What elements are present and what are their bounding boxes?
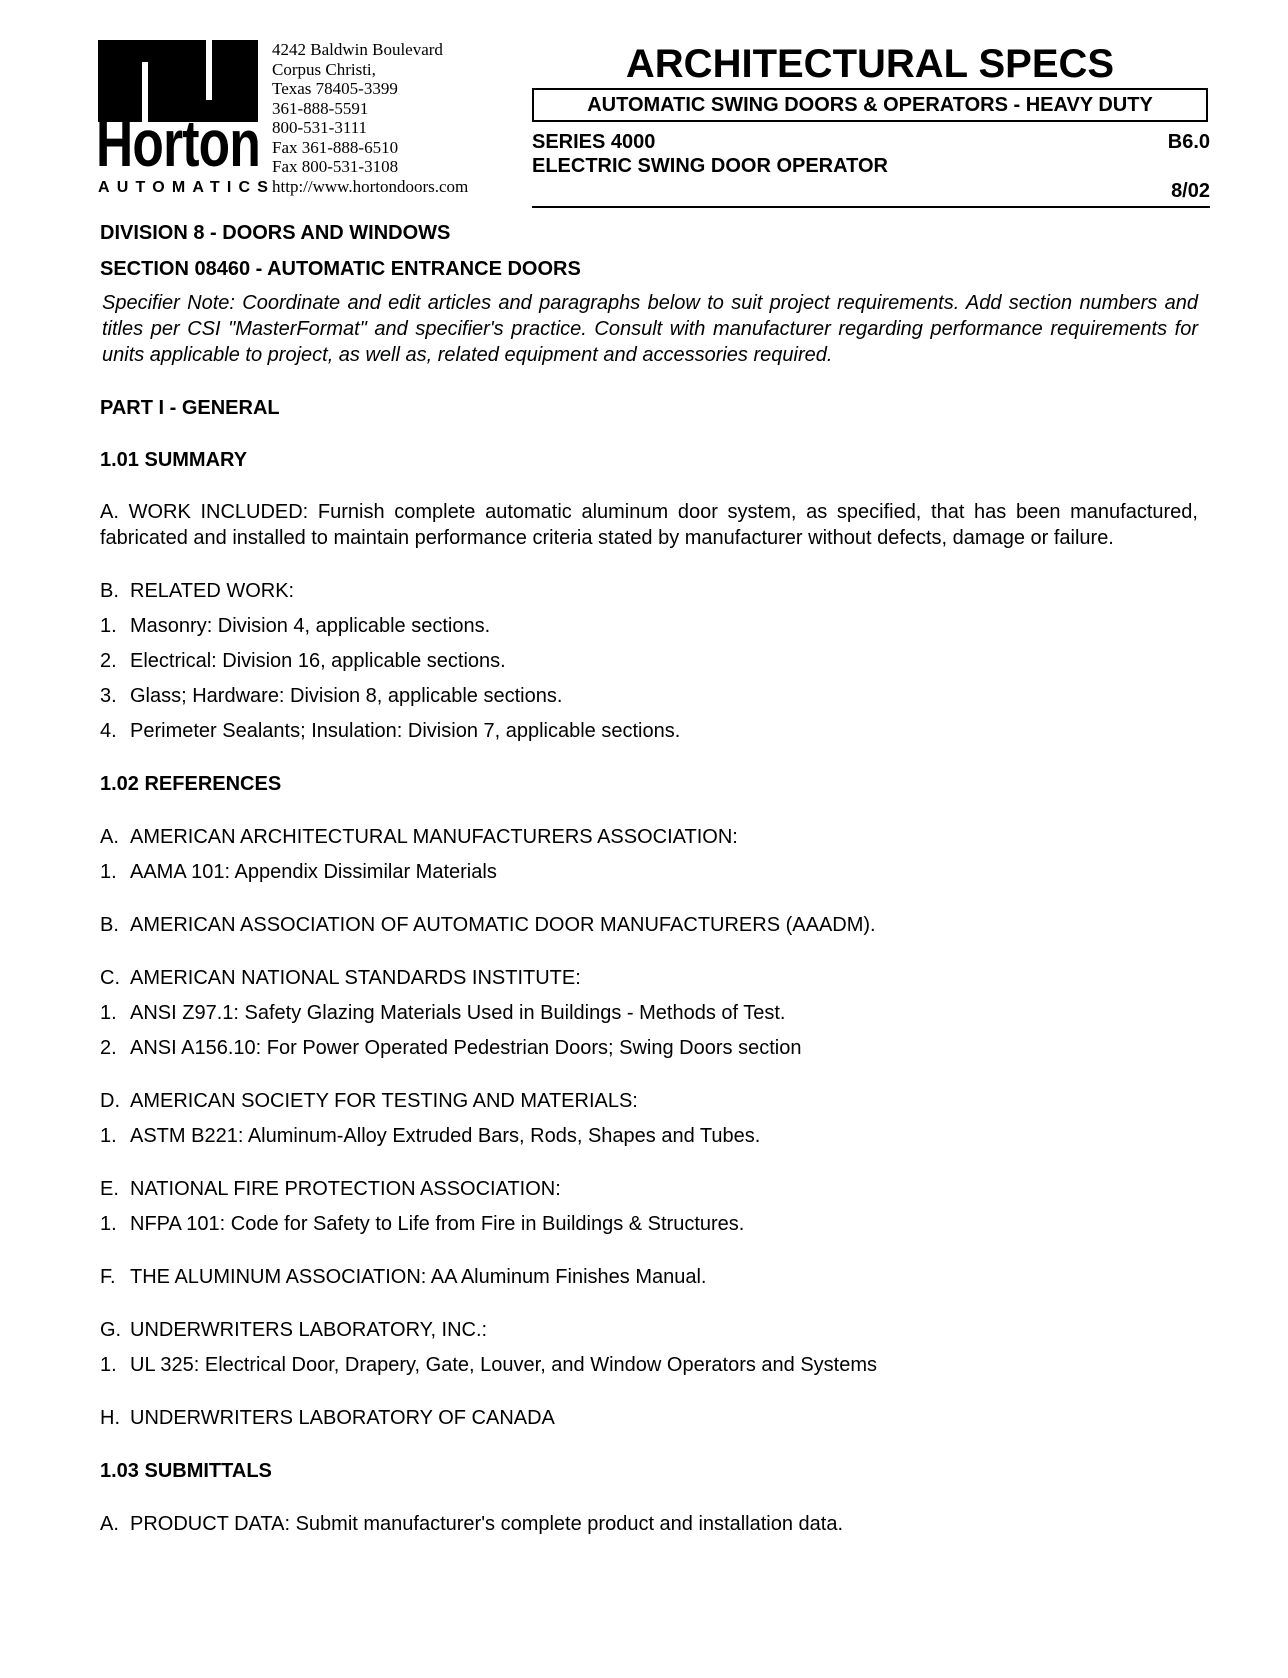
- series-label: SERIES 4000: [532, 131, 656, 153]
- spec-code: B6.0: [1167, 131, 1210, 153]
- logo-subtitle: AUTOMATICS: [98, 179, 276, 196]
- related-work-item: B. RELATED WORK:: [100, 580, 295, 602]
- reference-d: D. AMERICAN SOCIETY FOR TESTING AND MATERIALS:: [100, 1090, 638, 1112]
- address-fax-2: Fax 800-531-3108: [272, 157, 399, 176]
- operator-label: ELECTRIC SWING DOOR OPERATOR: [532, 155, 888, 177]
- division-heading: DIVISION 8 - DOORS AND WINDOWS: [100, 222, 451, 244]
- logo-name: Horton: [96, 106, 261, 180]
- spec-date: 8/02: [1171, 180, 1210, 202]
- reference-a: A. AMERICAN ARCHITECTURAL MANUFACTURERS ASSOCIATION:: [100, 826, 738, 848]
- header-rule: [532, 206, 1210, 208]
- document-title: ARCHITECTURAL SPECS: [625, 42, 1115, 86]
- reference-g: G. UNDERWRITERS LABORATORY, INC.:: [100, 1319, 488, 1341]
- list-item: 1. ANSI Z97.1: Safety Glazing Materials Used in Buildings - Methods of Test.: [100, 1002, 786, 1024]
- reference-e: E. NATIONAL FIRE PROTECTION ASSOCIATION:: [100, 1178, 561, 1200]
- address-city: Corpus Christi,: [272, 59, 376, 79]
- spec-body: [100, 220, 1198, 1537]
- document-subtitle-box: AUTOMATIC SWING DOORS & OPERATORS - HEAVY DUTY: [532, 88, 1208, 122]
- list-item: 1. AAMA 101: Appendix Dissimilar Materials: [100, 861, 497, 883]
- address-website[interactable]: http://www.hortondoors.com: [272, 176, 469, 196]
- specifier-note: Specifier Note: Coordinate and edit articles and paragraphs below to suit project requirements. Add section numbers and titles per CSI "MasterFormat" and specifier's practice. Consult with manufacturer regarding performance requirements for units applicable to project, as well as, related equipment and accessories required.: [102, 292, 1198, 366]
- submittals-heading: 1.03 SUBMITTALS: [100, 1460, 272, 1482]
- summary-heading: 1.01 SUMMARY: [100, 449, 248, 471]
- list-item: 1. NFPA 101: Code for Safety to Life from Fire in Buildings & Structures.: [100, 1213, 745, 1235]
- list-item: 1. ASTM B221: Aluminum-Alloy Extruded Bars, Rods, Shapes and Tubes.: [100, 1125, 761, 1147]
- product-data-item: A. PRODUCT DATA: Submit manufacturer's complete product and installation data.: [100, 1513, 844, 1535]
- address-phone-1: 361-888-5591: [272, 98, 369, 118]
- list-item: 3. Glass; Hardware: Division 8, applicable sections.: [100, 685, 563, 707]
- list-item: 1. UL 325: Electrical Door, Drapery, Gate, Louver, and Window Operators and Systems: [100, 1354, 878, 1376]
- company-address: [272, 40, 468, 196]
- work-included-paragraph: A. WORK INCLUDED: Furnish complete automatic aluminum door system, as specified, that has been manufactured, fabricated and installed to maintain performance criteria stated by manufacturer without defects, damage or failure.: [100, 501, 1198, 549]
- section-heading: SECTION 08460 - AUTOMATIC ENTRANCE DOORS: [100, 258, 581, 280]
- address-fax-1: Fax 361-888-6510: [272, 137, 399, 157]
- reference-c: C. AMERICAN NATIONAL STANDARDS INSTITUTE:: [100, 967, 581, 989]
- list-item: 2. Electrical: Division 16, applicable sections.: [100, 650, 506, 672]
- address-state-zip: Texas 78405-3399: [272, 79, 398, 98]
- horton-logo: [96, 40, 276, 198]
- address-street: 4242 Baldwin Boulevard: [272, 40, 443, 59]
- list-item: 4. Perimeter Sealants; Insulation: Division 7, applicable sections.: [100, 720, 681, 742]
- reference-f: F. THE ALUMINUM ASSOCIATION: AA Aluminum Finishes Manual.: [100, 1266, 707, 1288]
- list-item: 2. ANSI A156.10: For Power Operated Pedestrian Doors; Swing Doors section: [100, 1037, 802, 1059]
- list-item: 1. Masonry: Division 4, applicable sections.: [100, 615, 491, 637]
- reference-h: H. UNDERWRITERS LABORATORY OF CANADA: [100, 1407, 555, 1429]
- reference-b: B. AMERICAN ASSOCIATION OF AUTOMATIC DOOR MANUFACTURERS (AAADM).: [100, 914, 876, 936]
- part-heading: PART I - GENERAL: [100, 397, 280, 419]
- references-heading: 1.02 REFERENCES: [100, 773, 282, 795]
- address-phone-2: 800-531-3111: [272, 118, 368, 137]
